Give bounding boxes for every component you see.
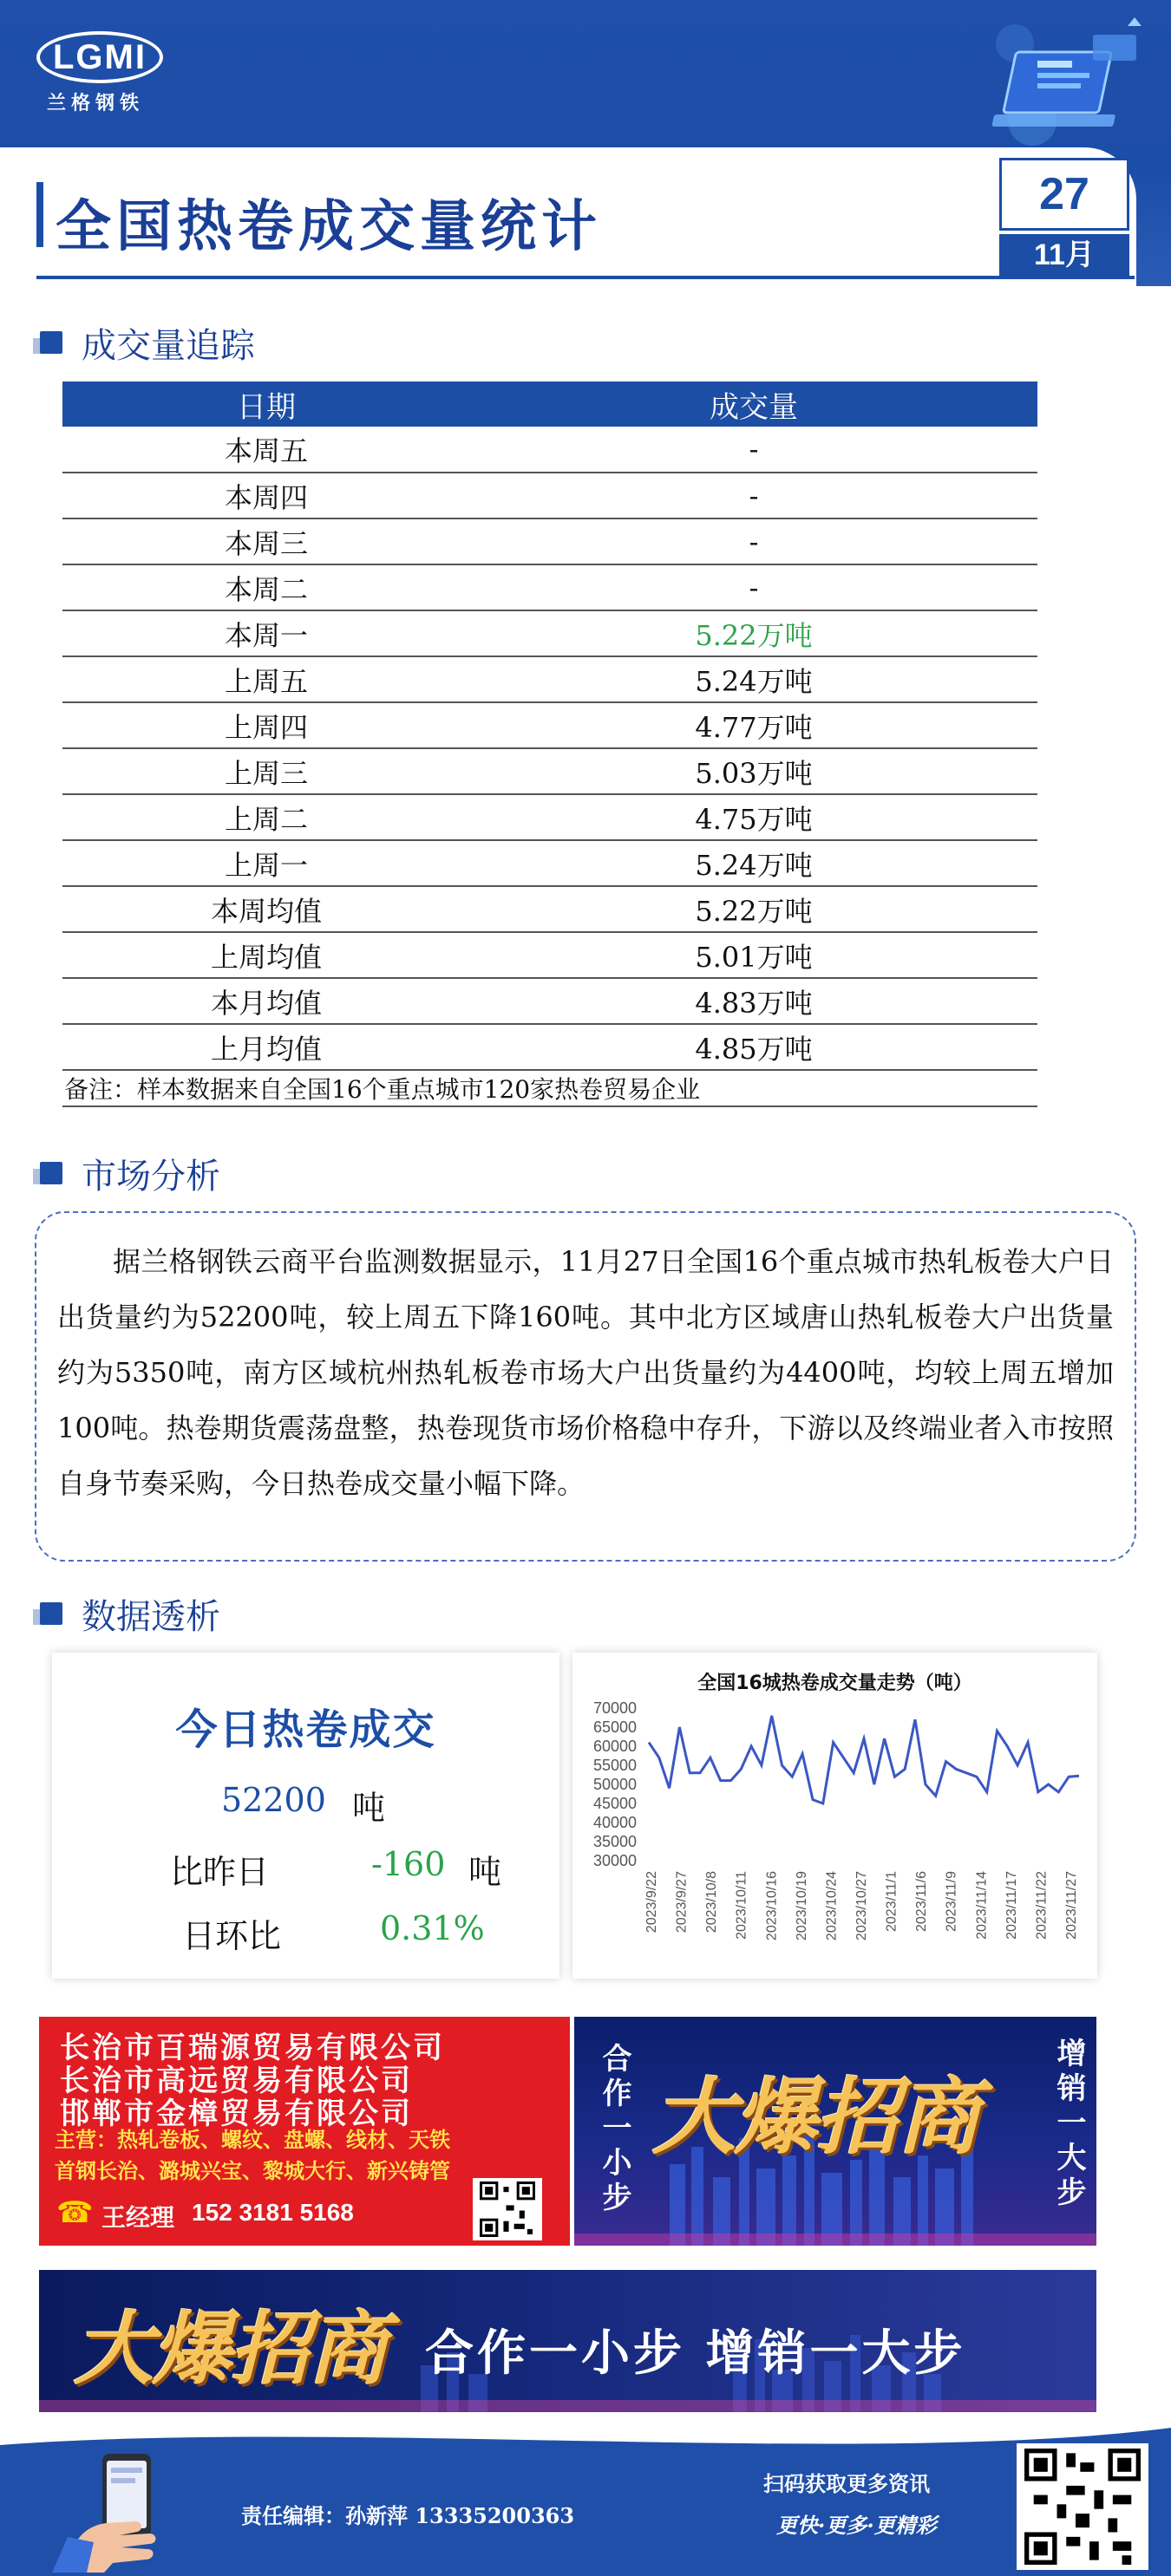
section-bullet-icon	[40, 331, 62, 354]
y-tick-label: 35000	[592, 1833, 637, 1850]
ad-contact-name: 王经理	[101, 2204, 175, 2231]
row-date: 本周一	[62, 610, 470, 656]
brand-logo	[35, 28, 165, 114]
section-bullet-icon	[40, 1602, 62, 1625]
row-date: 本周均值	[62, 886, 470, 932]
section-data-title: 数据透析	[82, 1596, 220, 1637]
y-tick-label: 70000	[592, 1699, 637, 1717]
x-tick-label: 2023/11/27	[1064, 1871, 1079, 1940]
ad-banner-slogan[interactable]	[39, 2270, 1096, 2412]
phone-hand-icon	[52, 2447, 182, 2573]
table-row	[62, 518, 1037, 564]
ad-banner-promo[interactable]	[574, 2017, 1096, 2246]
row-date: 本周四	[62, 473, 470, 518]
stats-ratio-label: 日环比	[182, 1917, 282, 1955]
table-note-row	[62, 1070, 1037, 1106]
row-date: 上周五	[62, 656, 470, 702]
date-month: 11月	[999, 234, 1129, 276]
y-tick-label: 60000	[592, 1738, 637, 1755]
table-row	[62, 794, 1037, 840]
section-analysis-header	[40, 1151, 220, 1195]
stats-panel	[52, 1653, 559, 1979]
ad2-slogan: 合作一小步 增销一大步	[425, 2325, 966, 2382]
qr-code-icon	[473, 2178, 542, 2240]
ad-products-1: 主营：热轧卷板、螺纹、盘螺、线材、天铁	[55, 2127, 450, 2152]
y-tick-label: 65000	[592, 1718, 637, 1736]
x-tick-label: 2023/10/27	[854, 1871, 869, 1941]
x-tick-label: 2023/11/22	[1034, 1871, 1050, 1940]
x-tick-label: 2023/11/9	[944, 1871, 959, 1932]
row-volume: 4.75万吨	[470, 794, 1037, 840]
ad-products-2: 首钢长治、潞城兴宝、黎城大行、新兴铸管	[55, 2158, 450, 2183]
analysis-paragraph: 据兰格钢铁云商平台监测数据显示，11月27日全国16个重点城市热轧板卷大户日出货量约为52200吨，较上周五下降160吨。其中北方区域唐山热轧板卷大户出货量约为5350吨，南方区域杭州热轧板卷市场大户出货量约为4400吨，均较上周五增加100吨。热卷期货震荡盘整，热卷现货市场价格稳中存升，下游以及终端业者入市按照自身节奏采购，今日热卷成交量小幅下降。	[57, 1245, 1114, 1500]
row-volume: 5.03万吨	[470, 748, 1037, 794]
row-date: 上周四	[62, 702, 470, 748]
x-tick-label: 2023/11/1	[884, 1871, 900, 1932]
row-volume: 4.83万吨	[470, 978, 1037, 1024]
table-header-date: 日期	[62, 382, 470, 427]
x-tick-label: 2023/9/27	[674, 1871, 690, 1934]
x-tick-label: 2023/10/16	[764, 1871, 780, 1941]
stats-volume-unit: 吨	[352, 1789, 386, 1827]
section-data-header	[40, 1592, 220, 1635]
series-line	[649, 1716, 1079, 1803]
ad-promo-title: 大爆招商	[652, 2068, 978, 2166]
table-row	[62, 610, 1037, 656]
row-date: 上周均值	[62, 932, 470, 978]
section-bullet-icon	[40, 1162, 62, 1184]
row-date: 上周二	[62, 794, 470, 840]
footer-scan-line-1: 扫码获取更多资讯	[763, 2471, 930, 2496]
table-row	[62, 564, 1037, 610]
row-date: 上周三	[62, 748, 470, 794]
stats-change-label: 比昨日	[170, 1853, 270, 1891]
x-tick-label: 2023/11/6	[914, 1871, 930, 1932]
row-volume: -	[470, 564, 1037, 610]
ad-company-2: 长治市高远贸易有限公司	[60, 2064, 413, 2098]
title-accent-bar	[36, 182, 43, 247]
ad-contact-phone: 152 3181 5168	[192, 2199, 354, 2226]
table-row	[62, 840, 1037, 886]
row-date: 本周五	[62, 427, 470, 473]
y-tick-label: 55000	[592, 1757, 637, 1774]
ad-company-1: 长治市百瑞源贸易有限公司	[60, 2031, 445, 2065]
row-volume: 4.77万吨	[470, 702, 1037, 748]
analysis-box	[35, 1211, 1136, 1562]
table-row	[62, 978, 1037, 1024]
chart-title: 全国16城热卷成交量走势（吨）	[697, 1673, 972, 1694]
table-row	[62, 427, 1037, 473]
row-volume: 5.22万吨	[470, 886, 1037, 932]
y-tick-label: 50000	[592, 1776, 637, 1793]
stats-title: 今日热卷成交	[175, 1705, 436, 1754]
table-note: 备注：样本数据来自全国16个重点城市120家热卷贸易企业	[62, 1070, 1037, 1106]
row-volume: -	[470, 427, 1037, 473]
table-header-row	[62, 382, 1037, 427]
table-row	[62, 932, 1037, 978]
row-date: 上周一	[62, 840, 470, 886]
row-volume: 5.24万吨	[470, 840, 1037, 886]
footer-editor: 责任编辑：孙新萍 13335200363	[241, 2503, 575, 2528]
stats-ratio-value: 0.31%	[380, 1909, 485, 1947]
stats-volume-value: 52200	[221, 1781, 326, 1819]
footer-qr-code-icon[interactable]	[1017, 2443, 1148, 2570]
table-row	[62, 702, 1037, 748]
section-volume-title: 成交量追踪	[82, 325, 255, 366]
table-row	[62, 656, 1037, 702]
table-header-volume: 成交量	[470, 382, 1037, 427]
row-date: 本周三	[62, 518, 470, 564]
ad-vertical-left: 合作一小步	[597, 2043, 631, 2216]
page-title: 全国热卷成交量统计	[56, 194, 602, 259]
ad-vertical-right: 增销一大步	[1051, 2038, 1086, 2211]
row-volume: 5.24万吨	[470, 656, 1037, 702]
x-tick-label: 2023/11/17	[1004, 1871, 1019, 1940]
section-volume-header	[40, 321, 255, 364]
table-row	[62, 886, 1037, 932]
logo-cn: 兰格钢铁	[47, 92, 145, 114]
date-day: 27	[999, 158, 1129, 231]
footer-scan-line-2: 更快·更多·更精彩	[776, 2513, 937, 2538]
line-chart	[572, 1653, 1097, 1979]
stats-change-unit: 吨	[468, 1853, 502, 1891]
row-volume-highlight: 5.22万吨	[470, 610, 1037, 656]
monitor-illustration-icon	[980, 17, 1154, 156]
title-underline	[36, 276, 1135, 279]
volume-table	[62, 382, 1037, 1107]
table-row	[62, 748, 1037, 794]
y-tick-label: 30000	[592, 1852, 637, 1869]
y-tick-label: 45000	[592, 1795, 637, 1812]
x-tick-label: 2023/11/14	[974, 1871, 990, 1940]
x-tick-label: 2023/9/22	[644, 1871, 659, 1934]
x-tick-label: 2023/10/11	[734, 1871, 749, 1940]
y-tick-label: 40000	[592, 1814, 637, 1831]
phone-icon: ☎	[56, 2195, 94, 2230]
table-row	[62, 1024, 1037, 1070]
section-analysis-title: 市场分析	[82, 1156, 220, 1197]
row-volume: -	[470, 473, 1037, 518]
table-row	[62, 473, 1037, 518]
row-date: 本周二	[62, 564, 470, 610]
ad-banner-steel-companies[interactable]	[39, 2017, 570, 2246]
x-tick-label: 2023/10/24	[824, 1871, 840, 1941]
ad2-promo-title: 大爆招商	[74, 2302, 387, 2396]
logo-letters: LGMI	[53, 38, 147, 76]
row-volume: 4.85万吨	[470, 1024, 1037, 1070]
ad-company-3: 邯郸市金樟贸易有限公司	[60, 2097, 413, 2131]
row-volume: 5.01万吨	[470, 932, 1037, 978]
row-date: 本月均值	[62, 978, 470, 1024]
stats-change-value: -160	[371, 1845, 446, 1883]
chart-panel	[572, 1653, 1097, 1979]
x-tick-label: 2023/10/8	[704, 1871, 720, 1934]
row-date: 上月均值	[62, 1024, 470, 1070]
x-tick-label: 2023/10/19	[794, 1871, 809, 1941]
row-volume: -	[470, 518, 1037, 564]
